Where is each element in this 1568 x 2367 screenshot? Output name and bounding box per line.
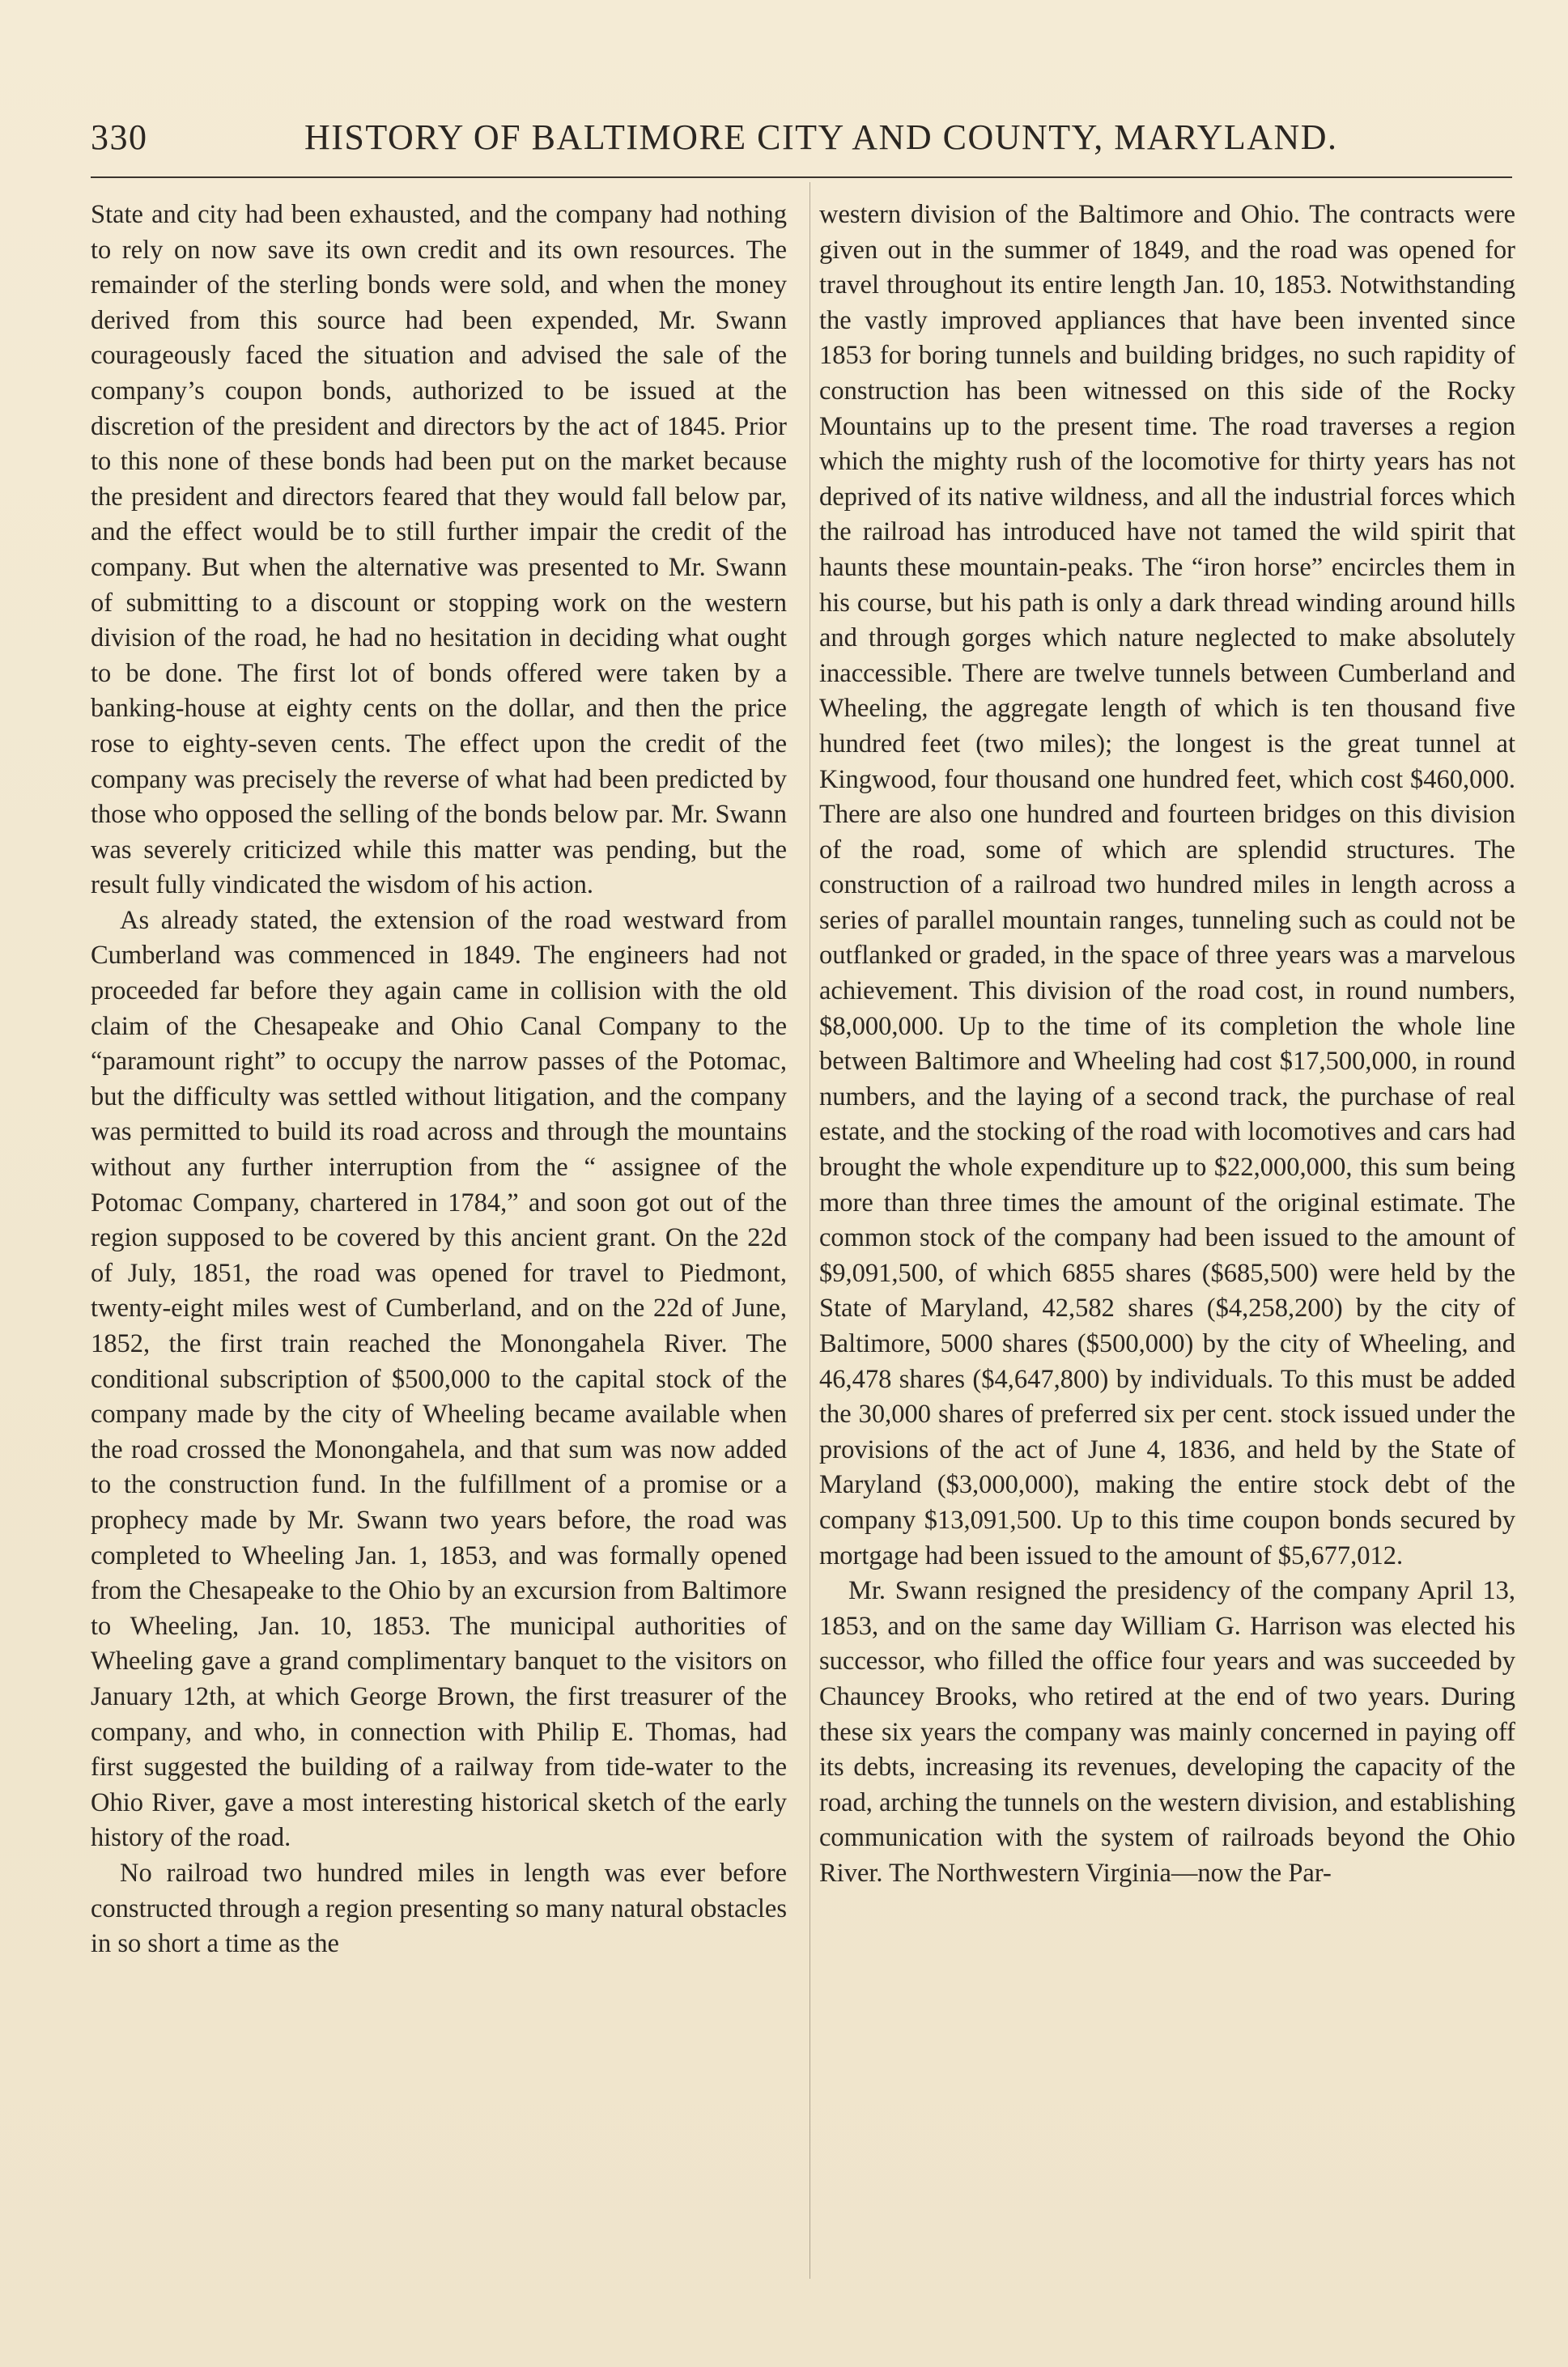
page-number: 330: [91, 117, 148, 157]
right-column: [819, 198, 1515, 1892]
running-head: HISTORY OF BALTIMORE CITY AND COUNTY, MARYLAND.: [304, 117, 1338, 157]
page-header: [91, 113, 1512, 162]
paragraph: As already stated, the extension of the road westward from Cumberland was commenced in 1849. The engineers had not proceeded far before they again came in collision with the old claim of the Chesapeake and Ohio Canal Company to the “paramount right” to occupy the narrow passes of the Potomac, but the difficulty was settled without litigation, and the company was permitted to build its road across and through the mountains without any further interruption from the “ assignee of the Potomac Company, chartered in 1784,” and soon got out of the region supposed to be covered by this ancient grant. On the 22d of July, 1851, the road was opened for travel to Piedmont, twenty-eight miles west of Cumberland, and on the 22d of June, 1852, the first train reached the Monongahela River. The conditional subscription of $500,000 to the capital stock of the company made by the city of Wheeling became available when the road crossed the Monongahela, and that sum was now added to the construction fund. In the fulfillment of a promise or a prophecy made by Mr. Swann two years before, the road was completed to Wheeling Jan. 1, 1853, and was formally opened from the Chesapeake to the Ohio by an excursion from Baltimore to Wheeling, Jan. 10, 1853. The municipal authorities of Wheeling gave a grand complimentary banquet to the visitors on January 12th, at which George Brown, the first treasurer of the company, and who, in connection with Philip E. Thomas, had first suggested the building of a railway from tide-water to the Ohio River, gave a most interesting historical sketch of the early history of the road.: [91, 905, 787, 1853]
paragraph: No railroad two hundred miles in length was ever before constructed through a region presenting so many natural obstacles in so short a time as the: [91, 1858, 787, 1959]
paragraph: western division of the Baltimore and Ohio. The contracts were given out in the summer of 1849, and the road was opened for travel throughout its entire length Jan. 10, 1853. Notwithstanding the vastly improved appliances that have been invented since 1853 for boring tunnels and building bridges, no such rapidity of construction has been witnessed on this side of the Rocky Mountains up to the present time. The road traverses a region which the mighty rush of the locomotive for thirty years has not deprived of its native wildness, and all the industrial forces which the railroad has introduced have not tamed the wild spirit that haunts these mountain-peaks. The “iron horse” encircles them in his course, but his path is only a dark thread winding around hills and through gorges which nature neglected to make absolutely inaccessible. There are twelve tunnels between Cumberland and Wheeling, the aggregate length of which is ten thousand five hundred feet (two miles); the longest is the great tunnel at Kingwood, four thousand one hundred feet, which cost $460,000. There are also one hundred and fourteen bridges on this division of the road, some of which are splendid structures. The construction of a railroad two hundred miles in length across a series of parallel mountain ranges, tunneling such as could not be outflanked or graded, in the space of three years was a marvelous achievement. This division of the road cost, in round numbers, $8,000,000. Up to the time of its completion the whole line between Baltimore and Wheeling had cost $17,500,000, in round numbers, and the laying of a second track, the purchase of real estate, and the stocking of the road with locomotives and cars had brought the whole expenditure up to $22,000,000, this sum being more than three times the amount of the original estimate. The common stock of the company had been issued to the amount of $9,091,500, of which 6855 shares ($685,500) were held by the State of Maryland, 42,582 shares ($4,258,200) by the city of Baltimore, 5000 shares ($500,000) by the city of Wheeling, and 46,478 shares ($4,647,800) by individuals. To this must be added the 30,000 shares of preferred six per cent. stock issued under the provisions of the act of June 4, 1836, and held by the State of Maryland ($3,000,000), making the entire stock debt of the company $13,091,500. Up to this time coupon bonds secured by mortgage had been issued to the amount of $5,677,012.: [819, 200, 1515, 1570]
column-divider: [809, 182, 810, 2279]
left-column: [91, 198, 787, 1962]
paragraph: State and city had been exhausted, and the company had nothing to rely on now save its own credit and its own resources. The remainder of the sterling bonds were sold, and when the money derived from this source had been expended, Mr. Swann courageously faced the situation and advised the sale of the company’s coupon bonds, authorized to be issued at the discretion of the president and directors by the act of 1845. Prior to this none of these bonds had been put on the market because the president and directors feared that they would fall below par, and the effect would be to still further impair the credit of the company. But when the alternative was presented to Mr. Swann of submitting to a discount or stopping work on the western division of the road, he had no hesitation in deciding what ought to be done. The first lot of bonds offered were taken by a banking-house at eighty cents on the dollar, and then the price rose to eighty-seven cents. The effect upon the credit of the company was precisely the reverse of what had been predicted by those who opposed the selling of the bonds below par. Mr. Swann was severely criticized while this matter was pending, but the result fully vindicated the wisdom of his action.: [91, 200, 787, 900]
header-rule: [91, 176, 1512, 178]
paragraph: Mr. Swann resigned the presidency of the company April 13, 1853, and on the same day William G. Harrison was elected his successor, who filled the office four years and was succeeded by Chauncey Brooks, who retired at the end of two years. During these six years the company was mainly concerned in paying off its debts, increasing its revenues, developing the capacity of the road, arching the tunnels on the western division, and establishing communication with the system of railroads beyond the Ohio River. The Northwestern Virginia—now the Par-: [819, 1576, 1515, 1888]
